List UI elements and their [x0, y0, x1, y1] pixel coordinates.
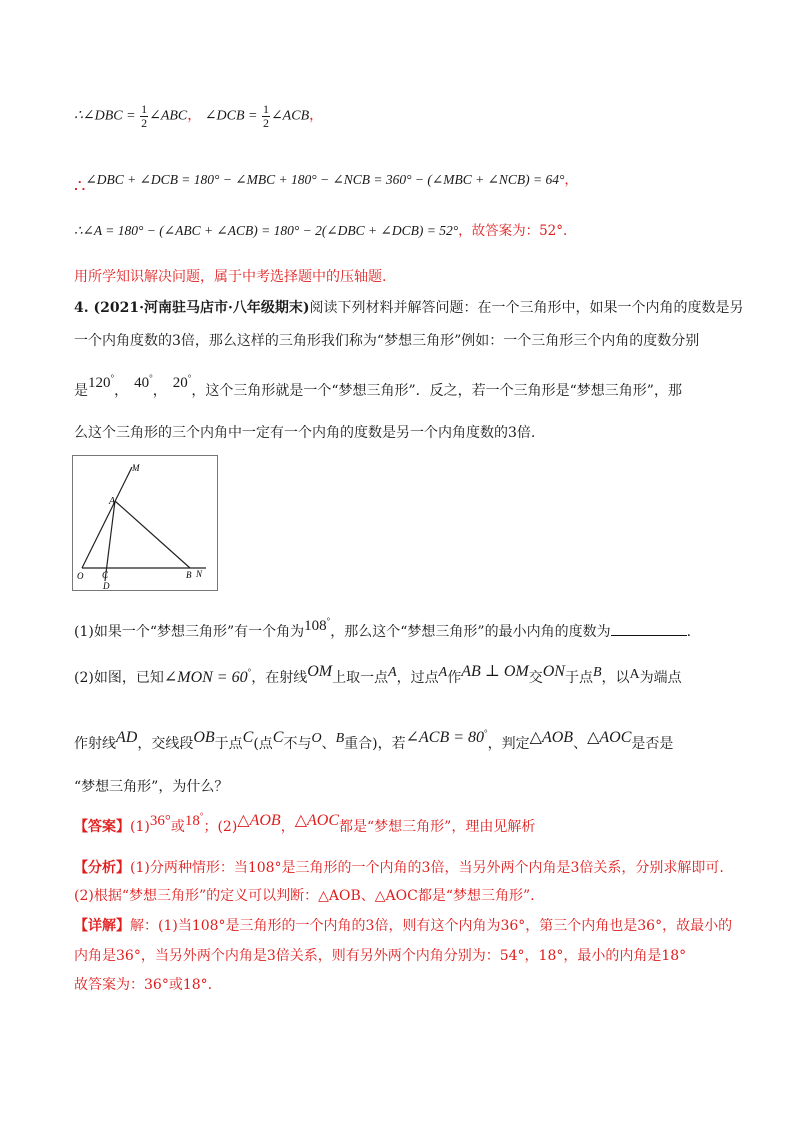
text-f: 、	[321, 736, 336, 752]
expr-angle-a: ∴∠A = 180° − (∠ABC + ∠ACB) = 180° − 2(∠DBC + ∠DCB) = 52°	[74, 223, 459, 238]
angle-20: 20	[172, 375, 188, 391]
ray-ad-label: AD	[116, 729, 138, 746]
frac-den: 2	[141, 116, 148, 130]
triangle-aoc: △AOC	[587, 729, 632, 746]
expr-dcb: ∠DCB =	[204, 108, 261, 124]
text: (2)如图，已知	[74, 670, 164, 686]
answer-aoc: △AOC	[294, 812, 340, 829]
frac-num: 1	[141, 102, 148, 116]
text-j: 是否是	[631, 736, 674, 752]
therefore-symbol: ∴	[74, 176, 86, 196]
comma-2: ，	[309, 108, 324, 124]
point-a-2: A	[438, 665, 448, 680]
question-header: 4. (2021·河南驻马店市·八年级期末)	[74, 300, 310, 316]
detail-line-1	[74, 916, 732, 936]
angle-acb: ∠ACB = 80	[405, 729, 485, 746]
text-c: 于点	[214, 736, 243, 752]
point-a-3: A	[629, 667, 640, 682]
text-h: ，以	[601, 670, 630, 686]
question-text: 阅读下列材料并解答问题：在一个三角形中，如果一个内角的度数是另	[309, 300, 744, 316]
angle-mon: ∠MON = 60	[163, 669, 248, 686]
answer-blank[interactable]	[611, 621, 687, 636]
text-b: ，在射线	[251, 670, 308, 686]
frac-num-2: 1	[262, 102, 269, 116]
text-c: 上取一点	[332, 670, 389, 686]
fraction-half-2	[262, 103, 270, 130]
angle-108: 108	[304, 618, 327, 634]
text-c: ，	[280, 819, 295, 835]
text-b: ，交线段	[137, 736, 194, 752]
question-4-line-1	[74, 298, 743, 318]
period: .	[686, 624, 692, 640]
point-c: C	[242, 729, 254, 746]
text-f: 交	[528, 670, 543, 686]
part-2-line-1: (2)如图，已知∠MON = 60°，在射线OM上取一点A，过点A作AB ⊥ OM交ON于点B，以A为端点	[74, 663, 682, 686]
frac-den-2: 2	[262, 116, 269, 130]
analysis-label: 【分析】	[74, 860, 130, 876]
part-1-line: (1)如果一个“梦想三角形”有一个角为108°，那么这个“梦想三角形”的最小内角的度数为 .	[74, 616, 692, 640]
text-e: 不与	[283, 736, 312, 752]
ray-on-label: ON	[542, 663, 565, 680]
text-d: ，过点	[396, 670, 439, 686]
geometry-figure	[72, 455, 218, 591]
label-o: O	[77, 571, 84, 581]
analysis-text: (1)分两种情形：当108°是三角形的一个内角的3倍，当另外两个内角是3倍关系，分别求解即可.	[130, 860, 724, 876]
detail-line-3: 故答案为：36°或18°.	[74, 977, 213, 993]
expr-acb: ∠ACB	[270, 108, 310, 124]
analysis-line-1	[74, 858, 724, 878]
angle-40: 40	[134, 375, 150, 391]
answer-line: 【答案】(1)36°或18°；(2)△AOB，△AOC都是“梦想三角形”，理由见解析	[74, 811, 536, 835]
point-o: O	[311, 731, 322, 746]
label-b: B	[186, 570, 192, 580]
text-2: ，那么这个“梦想三角形”的最小内角的度数为	[330, 624, 611, 640]
label-n: N	[196, 569, 203, 579]
text: (1)如果一个“梦想三角形”有一个角为	[74, 624, 305, 640]
text-d: 都是“梦想三角形”，理由见解析	[339, 819, 536, 835]
answer-aob: △AOB	[237, 812, 281, 829]
answer-18: 18	[184, 813, 200, 829]
question-4-line-3: 是120°，40°，20°，这个三角形就是一个“梦想三角形”．反之，若一个三角形是“梦想三角形”，那	[74, 373, 682, 399]
segment-ob-label: OB	[193, 729, 215, 746]
triangle-aob: △AOB	[529, 729, 574, 746]
part-2-line-3: “梦想三角形”，为什么？	[74, 779, 229, 795]
detail-line-2: 内角是36°，当另外两个内角是3倍关系，则有另外两个内角分别为：54°，18°，最小的内角是18°	[74, 948, 687, 964]
text-g: 重合)，若	[344, 736, 406, 752]
text-i: 、	[573, 736, 588, 752]
text-b: ；(2)	[203, 819, 238, 835]
ray-om-label: OM	[307, 663, 333, 680]
answer-tail: ，故答案为：52°.	[458, 223, 568, 239]
point-b: B	[592, 665, 602, 680]
comma-3: ，	[564, 172, 578, 187]
answer-label: 【答案】	[74, 819, 130, 835]
analysis-line-2: (2)根据“梦想三角形”的定义可以判断：△AOB、△AOC都是“梦想三角形”.	[74, 888, 535, 904]
text-2: ，这个三角形就是一个“梦想三角形”．反之，若一个三角形是“梦想三角形”，那	[191, 383, 682, 399]
detail-text: 解：(1)当108°是三角形的一个内角的3倍，则有这个内角为36°，第三个内角也是36°，故最小的	[130, 918, 733, 934]
point-a: A	[388, 665, 397, 680]
text-i: 为端点	[639, 670, 682, 686]
solution-line-2	[74, 168, 578, 196]
text-h: ，判定	[487, 736, 530, 752]
label-a: A	[109, 496, 116, 507]
triangle-diagram	[72, 455, 218, 591]
perp-expr: AB ⊥ OM	[461, 663, 529, 680]
text: 是	[74, 383, 88, 399]
solution-line-1	[74, 103, 323, 130]
solution-line-3	[74, 221, 567, 241]
point-b: B	[335, 731, 345, 746]
or: 或	[170, 819, 185, 835]
question-4-line-4: 么这个三角形的三个内角中一定有一个内角的度数是另一个内角度数的3倍.	[74, 425, 536, 441]
text: (1)	[130, 819, 150, 835]
part-2-line-2: 作射线AD，交线段OB于点C(点C不与O、B重合)，若∠ACB = 80°，判定△AOB、△AOC是否是	[74, 728, 674, 752]
label-d: D	[103, 581, 110, 591]
text-e: 作	[447, 670, 462, 686]
expr-sum: ∠DBC + ∠DCB = 180° − ∠MBC + 180° − ∠NCB = 360° − (∠MBC + ∠NCB) = 64°	[85, 172, 565, 187]
angle-120: 120	[88, 375, 111, 391]
expr-abc: ∠ABC	[149, 108, 188, 124]
answer-36: 36°	[149, 813, 171, 829]
point-c-2: C	[272, 729, 284, 746]
detail-label: 【详解】	[74, 918, 130, 934]
comment-line: 用所学知识解决问题，属于中考选择题中的压轴题.	[74, 269, 387, 285]
text: 作射线	[74, 736, 116, 752]
label-m: M	[132, 463, 140, 473]
label-c: C	[102, 570, 109, 580]
expr-dbc: ∴∠DBC =	[74, 108, 140, 124]
text-d: (点	[253, 736, 273, 752]
fraction-half	[140, 103, 148, 130]
question-4-line-2: 一个内角度数的3倍，那么这样的三角形我们称为“梦想三角形”例如：一个三角形三个内角的度数分别	[74, 333, 700, 349]
text-g: 于点	[564, 670, 593, 686]
comma: ，	[187, 108, 202, 124]
